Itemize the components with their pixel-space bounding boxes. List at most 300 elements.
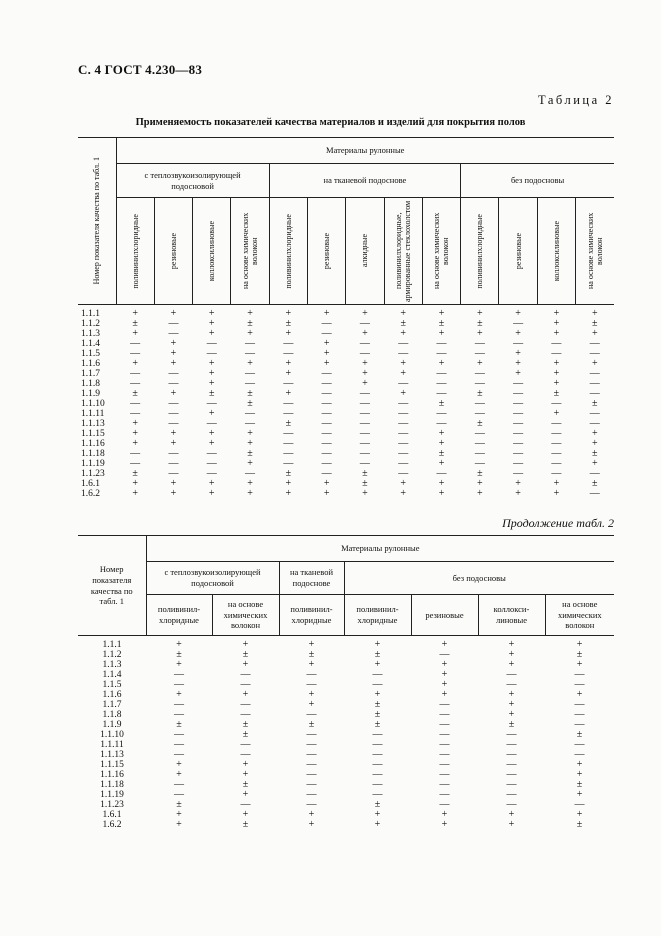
table-cell: + (508, 649, 515, 660)
table-cell: + (285, 388, 292, 399)
table-cell: ± (374, 799, 381, 810)
table-cell: — (372, 759, 383, 770)
table-row (78, 820, 614, 830)
column-header: поливинилхлоридные (461, 198, 499, 305)
table-cell: + (170, 358, 177, 369)
continuation-label: Продолжение табл. 2 (502, 516, 614, 530)
table-cell: — (513, 438, 524, 449)
table-cell: + (176, 659, 182, 670)
table-cell: — (551, 398, 562, 409)
table-cell: — (513, 448, 524, 459)
table-cell: — (506, 749, 517, 760)
table-cell: — (398, 448, 409, 459)
table-row (78, 700, 614, 710)
table-cell: + (508, 699, 515, 710)
row-number: 1.1.9 (102, 720, 122, 730)
table-cell: + (374, 689, 381, 700)
table-cell: ± (247, 398, 253, 409)
table-row (78, 459, 614, 469)
table-cell: + (441, 809, 448, 820)
table-cell: — (574, 719, 585, 730)
table-cell: — (174, 729, 184, 740)
table-cell: — (359, 348, 370, 359)
table-cell: + (441, 669, 448, 680)
row-number: 1.1.6 (81, 359, 100, 369)
table-cell: + (553, 408, 560, 419)
table-cell: + (477, 358, 483, 369)
table-cell: + (508, 709, 515, 720)
table-cell: + (553, 378, 560, 389)
table-cell: — (206, 418, 217, 429)
table-cell: + (576, 659, 583, 670)
table-cell: + (400, 488, 407, 499)
table-cell: — (439, 759, 450, 770)
table-cell: — (439, 749, 450, 760)
table-cell: — (551, 418, 562, 429)
table-cell: — (321, 428, 332, 439)
table-cell: — (372, 749, 383, 760)
table-cell: — (306, 759, 317, 770)
row-number: 1.1.15 (81, 429, 105, 439)
table-cell: ± (438, 448, 445, 459)
table-row (78, 640, 614, 650)
table-cell: + (242, 659, 249, 670)
table-cell: + (285, 308, 292, 319)
table-cell: — (506, 779, 517, 790)
table-cell: ± (592, 398, 598, 409)
table-cell: — (359, 418, 370, 429)
table-cell: — (240, 669, 251, 680)
table-cell: — (130, 348, 141, 359)
table-cell: — (359, 408, 370, 419)
table-cell: — (439, 699, 450, 710)
table-cell: + (438, 438, 445, 449)
column-header: на основе химических волокон (231, 198, 269, 305)
table-cell: — (283, 458, 294, 469)
column-header: на основе химических волокон (576, 198, 614, 305)
table-cell: + (553, 318, 560, 329)
table-cell: + (170, 488, 177, 499)
table-cell: — (245, 378, 256, 389)
table-cell: — (589, 338, 600, 349)
table-cell: + (441, 679, 448, 690)
subgroup-header: с теплозвукоизолирующей подосновой (116, 164, 269, 198)
table-row (78, 690, 614, 700)
table-cell: + (176, 819, 182, 830)
table-cell: + (208, 478, 215, 489)
table-cell: + (247, 488, 253, 499)
table-cell: ± (477, 318, 483, 329)
table-cell: — (506, 739, 517, 750)
row-number: 1.1.18 (100, 780, 124, 790)
table-cell: + (362, 328, 368, 339)
table-cell: — (168, 398, 179, 409)
row-number: 1.1.9 (81, 389, 100, 399)
table-cell: + (176, 759, 182, 770)
table-row (78, 379, 614, 389)
table-cell: — (206, 398, 217, 409)
table-cell: — (513, 428, 524, 439)
table-cell: — (398, 398, 409, 409)
table-cell: + (208, 308, 215, 319)
row-number: 1.1.10 (81, 399, 105, 409)
table-cell: + (242, 689, 249, 700)
table-cell: + (374, 639, 381, 650)
table-cell: — (506, 789, 517, 800)
table-cell: + (247, 428, 253, 439)
table-cell: ± (362, 478, 368, 489)
table-cell: ± (242, 779, 249, 790)
row-number: 1.1.16 (81, 439, 105, 449)
table-cell: — (130, 448, 141, 459)
table-cell: — (439, 709, 450, 720)
table-cell: — (321, 398, 332, 409)
row-number: 1.1.7 (102, 700, 122, 710)
row-number: 1.1.8 (102, 710, 122, 720)
table-cell: + (242, 809, 249, 820)
table-cell: ± (592, 318, 598, 329)
table-cell: + (308, 639, 315, 650)
table-cell: — (551, 438, 562, 449)
table-cell: — (589, 418, 600, 429)
table-cell: ± (592, 478, 598, 489)
table-cell: + (438, 428, 445, 439)
table-cell: ± (374, 709, 381, 720)
table-cell: — (574, 749, 585, 760)
table-cell: + (132, 358, 138, 369)
table-cell: — (130, 458, 141, 469)
table-cell: — (372, 769, 383, 780)
table-row (78, 810, 614, 820)
table-cell: + (247, 358, 253, 369)
table-cell: — (321, 458, 332, 469)
table-cell: + (477, 308, 483, 319)
table-cell: — (306, 779, 317, 790)
table-cell: + (132, 438, 138, 449)
table-cell: — (372, 669, 383, 680)
table-cell: — (168, 368, 179, 379)
table-cell: + (438, 488, 445, 499)
table-cell: + (176, 639, 182, 650)
quality-applicability-table-continued (78, 535, 614, 830)
row-number: 1.6.1 (81, 479, 100, 489)
table-cell: + (400, 368, 407, 379)
table-row (78, 710, 614, 720)
table-cell: ± (242, 729, 249, 740)
table-cell: + (576, 769, 583, 780)
table-cell: + (591, 438, 598, 449)
table-cell: — (206, 468, 217, 479)
table-cell: — (574, 739, 585, 750)
table-cell: — (439, 719, 450, 730)
table-cell: ± (308, 719, 315, 730)
table-cell: — (245, 368, 256, 379)
table-cell: ± (576, 819, 583, 830)
table-cell: + (400, 478, 407, 489)
table-cell: ± (438, 398, 445, 409)
table-cell: — (321, 318, 332, 329)
row-number: 1.1.3 (81, 329, 100, 339)
table-cell: + (242, 769, 249, 780)
table-cell: — (283, 448, 294, 459)
table-cell: — (372, 729, 383, 740)
table-cell: — (551, 468, 562, 479)
column-header: поливинил-хлоридные (146, 595, 212, 636)
table-cell: — (398, 408, 409, 419)
table-cell: — (589, 488, 600, 499)
row-number: 1.1.5 (81, 349, 100, 359)
row-number: 1.1.19 (100, 790, 124, 800)
table-cell: — (436, 418, 447, 429)
table-cell: ± (132, 468, 138, 479)
table-cell: — (398, 338, 409, 349)
table-row (78, 439, 614, 449)
table-cell: — (372, 779, 383, 790)
row-number: 1.1.23 (100, 800, 124, 810)
table-cell: — (130, 368, 141, 379)
row-number: 1.1.4 (102, 670, 122, 680)
table-row (78, 489, 614, 499)
table-cell: + (515, 478, 521, 489)
table-cell: — (574, 799, 585, 810)
table-cell: + (176, 689, 182, 700)
subgroup-header: без подосновы (461, 164, 614, 198)
column-header: резиновые (499, 198, 537, 305)
table-cell: — (372, 679, 383, 690)
table-cell: + (576, 639, 583, 650)
table-cell: + (438, 358, 445, 369)
table-cell: — (551, 458, 562, 469)
table-cell: + (242, 639, 249, 650)
column-header: резиновые (307, 198, 345, 305)
table-row (78, 780, 614, 790)
table-cell: + (553, 488, 560, 499)
table-cell: — (283, 438, 294, 449)
table-cell: — (168, 448, 179, 459)
row-number: 1.1.10 (100, 730, 124, 740)
table-cell: — (206, 448, 217, 459)
table-cell: + (170, 388, 177, 399)
table-cell: — (506, 799, 517, 810)
table-cell: — (436, 368, 447, 379)
row-number: 1.1.16 (100, 770, 124, 780)
table-cell: — (359, 458, 370, 469)
table-cell: ± (242, 819, 249, 830)
table-row (78, 720, 614, 730)
table-cell: — (589, 388, 600, 399)
table-cell: + (576, 759, 583, 770)
table-row (78, 790, 614, 800)
table-cell: + (374, 809, 381, 820)
table-cell: — (245, 468, 256, 479)
row-number: 1.6.1 (102, 810, 122, 820)
row-number-header: Номер показателя качества по табл. 1 (78, 536, 146, 636)
table-cell: — (474, 378, 485, 389)
table-cell: — (513, 378, 524, 389)
table-cell: — (306, 669, 317, 680)
table-cell: — (168, 418, 179, 429)
table-cell: — (306, 789, 317, 800)
table-cell: — (306, 799, 317, 810)
table-cell: — (283, 398, 294, 409)
table-row (78, 319, 614, 329)
table-cell: + (285, 328, 292, 339)
table-cell: — (436, 378, 447, 389)
table-cell: — (474, 338, 485, 349)
table-cell: — (398, 438, 409, 449)
table-cell: — (321, 468, 332, 479)
table-cell: — (245, 338, 256, 349)
column-header: коллокси-линовые (478, 595, 545, 636)
table-cell: ± (132, 318, 138, 329)
table-cell: ± (285, 418, 292, 429)
table-cell: ± (576, 779, 583, 790)
page-header: С. 4 ГОСТ 4.230—83 (78, 62, 203, 77)
table-row (78, 369, 614, 379)
table-cell: ± (508, 719, 515, 730)
table-row (78, 680, 614, 690)
table-row (78, 660, 614, 670)
table-cell: — (372, 789, 383, 800)
row-number: 1.1.11 (81, 409, 105, 419)
table-cell: + (132, 328, 138, 339)
table-cell: ± (477, 388, 483, 399)
table-cell: — (513, 418, 524, 429)
table-cell: ± (247, 448, 253, 459)
table-cell: ± (576, 649, 583, 660)
table-cell: + (323, 478, 330, 489)
column-header: алкидные (346, 198, 384, 305)
column-header: поливинил-хлоридные (344, 595, 411, 636)
table-cell: — (513, 408, 524, 419)
table-cell: — (359, 438, 370, 449)
table-cell: — (513, 318, 524, 329)
table-cell: — (436, 408, 447, 419)
table-cell: + (208, 328, 215, 339)
table-cell: — (283, 348, 294, 359)
table-row (78, 670, 614, 680)
table-cell: — (589, 368, 600, 379)
table-cell: — (168, 378, 179, 389)
column-header: поливинилхлоридные (269, 198, 307, 305)
table-cell: ± (477, 418, 483, 429)
table-cell: + (362, 378, 368, 389)
table-cell: — (245, 418, 256, 429)
table-cell: — (174, 779, 184, 790)
table-cell: — (321, 388, 332, 399)
table-cell: — (359, 388, 370, 399)
table-cell: + (308, 689, 315, 700)
table-cell: + (438, 478, 445, 489)
table-cell: + (508, 809, 515, 820)
table-cell: — (283, 428, 294, 439)
column-header: коллоксилиновые (537, 198, 575, 305)
table-cell: ± (247, 318, 253, 329)
column-header: на основе химических волокон (212, 595, 279, 636)
table-cell: + (242, 789, 249, 800)
table-cell: — (245, 408, 256, 419)
table-row (78, 800, 614, 810)
table-cell: — (283, 338, 294, 349)
table-cell: — (130, 398, 141, 409)
table-cell: — (174, 679, 184, 690)
table-cell: — (398, 348, 409, 359)
table-cell: + (308, 659, 315, 670)
table-cell: — (439, 769, 450, 780)
table-cell: — (436, 388, 447, 399)
table-cell: + (400, 308, 407, 319)
table-cell: + (242, 759, 249, 770)
table-cell: + (591, 308, 598, 319)
table-cell: ± (576, 729, 583, 740)
table-cell: + (477, 488, 483, 499)
table-cell: — (506, 729, 517, 740)
row-number: 1.1.13 (81, 419, 105, 429)
table-cell: — (474, 458, 485, 469)
table-cell: — (359, 338, 370, 349)
table-cell: — (513, 398, 524, 409)
table-cell: + (208, 318, 215, 329)
table-cell: + (132, 418, 138, 429)
table-cell: ± (477, 468, 483, 479)
table-cell: — (589, 348, 600, 359)
table-cell: — (321, 418, 332, 429)
table-cell: — (398, 468, 409, 479)
table-cell: + (308, 809, 315, 820)
table-row (78, 399, 614, 409)
table-cell: ± (285, 318, 292, 329)
column-header: на основе химических волокон (422, 198, 460, 305)
row-number: 1.1.8 (81, 379, 100, 389)
table-cell: + (515, 358, 521, 369)
table-cell: — (574, 699, 585, 710)
table-cell: + (477, 478, 483, 489)
row-number: 1.1.6 (102, 690, 122, 700)
table-cell: + (441, 659, 448, 670)
table-cell: — (574, 669, 585, 680)
row-number: 1.1.7 (81, 369, 100, 379)
table-cell: + (553, 368, 560, 379)
row-number: 1.1.2 (81, 319, 100, 329)
table-cell: — (506, 679, 517, 690)
row-number: 1.6.2 (102, 820, 122, 830)
table-cell: + (362, 358, 368, 369)
table-cell: — (359, 428, 370, 439)
table-cell: + (308, 699, 315, 710)
table-cell: — (306, 739, 317, 750)
table-cell: + (477, 328, 483, 339)
table-cell: + (176, 809, 182, 820)
table-title: Применяемость показателей качества материалов и изделий для покрытия полов (135, 117, 526, 128)
table-cell: + (208, 358, 215, 369)
table-cell: — (359, 448, 370, 459)
table-cell: — (398, 378, 409, 389)
table-cell: + (170, 438, 177, 449)
table-cell: + (400, 358, 407, 369)
table-cell: + (515, 348, 521, 359)
table-cell: — (306, 679, 317, 690)
table-cell: + (576, 689, 583, 700)
table-cell: + (132, 478, 138, 489)
table-cell: — (321, 408, 332, 419)
table-cell: — (474, 448, 485, 459)
table-row (78, 329, 614, 339)
table-cell: — (474, 398, 485, 409)
table-cell: — (240, 739, 251, 750)
column-header: коллоксилиновые (193, 198, 231, 305)
table-cell: ± (553, 388, 560, 399)
table-cell: + (247, 478, 253, 489)
